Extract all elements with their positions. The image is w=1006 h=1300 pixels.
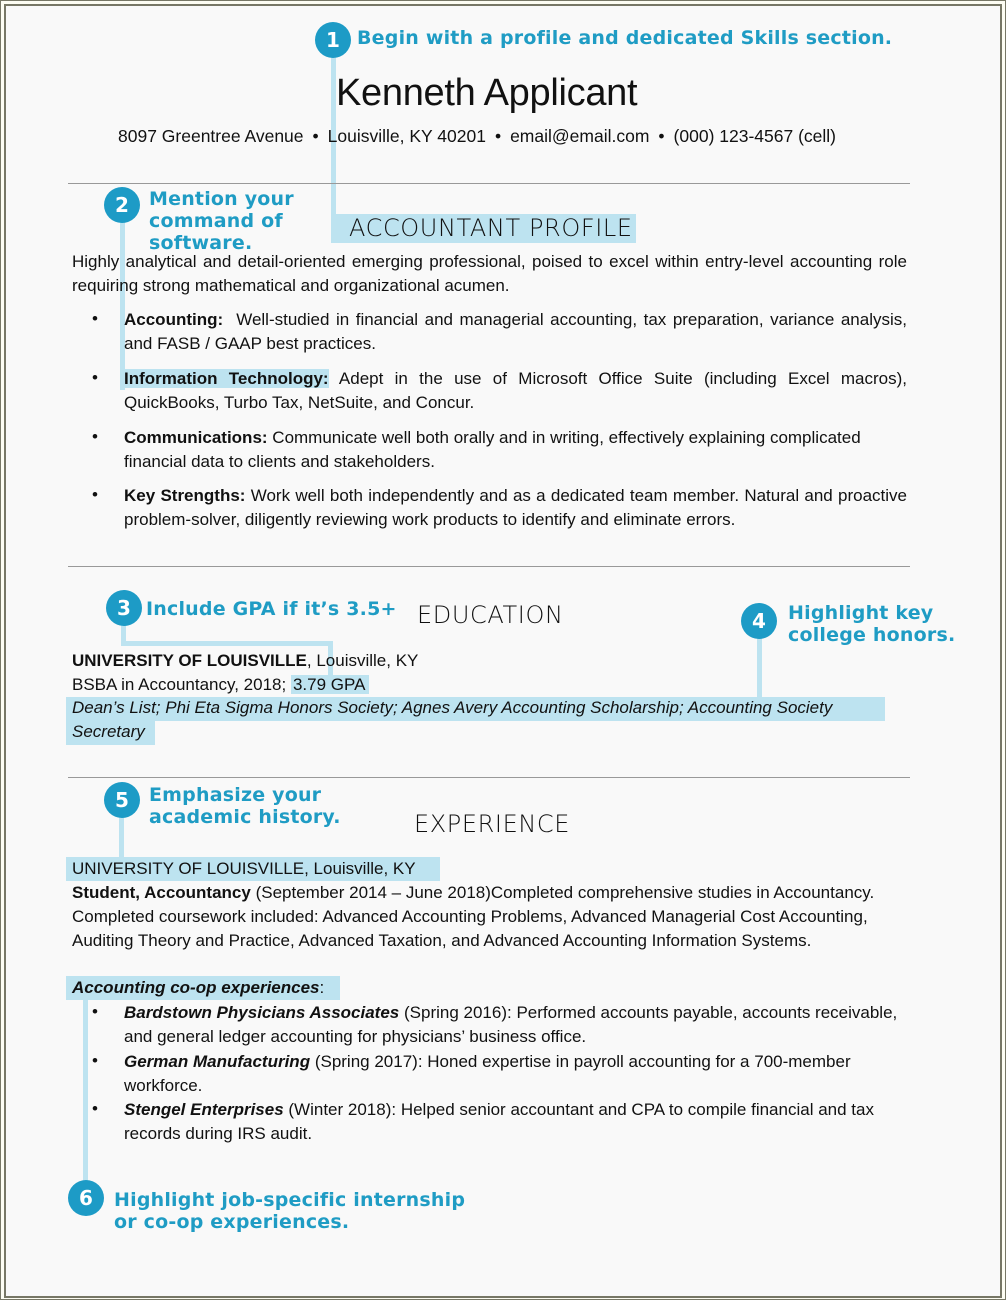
education-school-line — [72, 649, 418, 673]
divider-2 — [68, 566, 910, 567]
callout-4-line: college honors. — [788, 624, 956, 646]
callout-6-badge: 6 — [68, 1180, 104, 1216]
profile-summary: Highly analytical and detail-oriented emerging professional, poised to excel within entry-level accounting role requiring strong mathematical and organizational acumen. — [72, 252, 907, 295]
divider-1 — [68, 183, 910, 184]
callout-6-text — [114, 1189, 465, 1233]
callout-6-line: Highlight job-specific internship — [114, 1189, 466, 1211]
bullet: • — [92, 309, 98, 328]
callout-4-connector — [757, 638, 762, 698]
callout-2-connector — [120, 222, 125, 390]
callout-2-line: Mention your — [149, 188, 294, 210]
skill-item-communications — [124, 426, 907, 474]
address: 8097 Greentree Avenue — [118, 126, 304, 146]
skill-item-it — [124, 367, 907, 415]
coop-label-line — [72, 976, 324, 1000]
callout-2-line: software. — [149, 232, 253, 254]
callout-3-badge: 3 — [106, 590, 142, 626]
callout-5-connector — [119, 816, 124, 858]
honors-line-1: Dean’s List; Phi Eta Sigma Honors Society; Agnes Avery Accounting Scholarship; Accounting Society — [72, 698, 833, 717]
separator: • — [312, 126, 319, 146]
coop-company: Bardstown Physicians Associates — [124, 1003, 400, 1022]
skill-text: Adept in the use of Microsoft Office Suite (including Excel macros), QuickBooks, Turbo Tax, NetSuite, and Concur. — [124, 369, 907, 412]
callout-5-badge: 5 — [104, 782, 140, 818]
skill-text: Well-studied in financial and managerial accounting, tax preparation, variance analysis, and FASB / GAAP best practices. — [124, 310, 912, 353]
profile-section-title: ACCOUNTANT PROFILE — [349, 214, 633, 242]
callout-5-text — [149, 784, 341, 828]
bullet: • — [92, 427, 98, 446]
honors-line-2: Secretary — [72, 722, 145, 741]
role-title: Student, Accountancy — [72, 883, 251, 902]
coop-colon: : — [319, 978, 325, 997]
skill-item-key-strengths — [124, 484, 907, 532]
school-location: , Louisville, KY — [306, 651, 419, 670]
bullet: • — [92, 1099, 98, 1118]
skill-label: Communications: — [124, 428, 268, 447]
skill-text: Work well both independently and as a dedicated team member. Natural and proactive problem-solver, diligently reviewing work products to identify and eliminate errors. — [124, 486, 907, 529]
role-text: (September 2014 – June 2018)Completed comprehensive studies in Accountancy. Completed coursework included: Advanced Accounting Problems, Advanced Managerial Cost Accounting, Auditing Theory and Practice, Advanced Taxation, and Advanced Accounting Information Systems. — [72, 883, 875, 950]
skill-item-accounting — [124, 308, 912, 356]
callout-1-badge: 1 — [315, 22, 351, 58]
coop-item — [124, 1098, 904, 1146]
coop-text: (Winter 2018): Helped senior accountant and CPA to compile financial and tax records during IRS audit. — [124, 1100, 874, 1143]
callout-6-line: or co-op experiences. — [114, 1211, 350, 1233]
callout-4-badge: 4 — [741, 603, 777, 639]
degree: BSBA in Accountancy, 2018; — [72, 675, 291, 694]
role-description — [72, 881, 892, 953]
coop-text: (Spring 2017): Honed expertise in payroll accounting for a 700-member workforce. — [124, 1052, 851, 1095]
education-section-title: EDUCATION — [417, 601, 564, 629]
separator: • — [658, 126, 665, 146]
school-name: UNIVERSITY OF LOUISVILLE — [72, 651, 307, 670]
city: Louisville, KY 40201 — [327, 126, 486, 146]
callout-5-line: academic history. — [149, 806, 341, 828]
bullet: • — [92, 1051, 98, 1070]
coop-text: (Spring 2016): Performed accounts payable, accounts receivable, and general ledger accounting for physicians’ business office. — [124, 1003, 898, 1046]
divider-3 — [68, 777, 910, 778]
callout-4-line: Highlight key — [788, 602, 934, 624]
callout-4-text — [788, 602, 955, 646]
separator: • — [494, 126, 502, 146]
callout-2-badge: 2 — [104, 187, 140, 223]
bullet: • — [92, 1002, 98, 1021]
coop-company: Stengel Enterprises — [124, 1100, 284, 1119]
employer: UNIVERSITY OF LOUISVILLE, Louisville, KY — [72, 859, 416, 878]
callout-1-text: Begin with a profile and dedicated Skills section. — [357, 27, 893, 49]
email: email@email.com — [510, 126, 650, 146]
skill-label: Key Strengths: — [124, 486, 246, 505]
skill-label: Accounting: — [124, 310, 224, 329]
coop-item — [124, 1050, 904, 1098]
coop-item — [124, 1001, 904, 1049]
bullet: • — [92, 485, 98, 504]
callout-2-line: command of — [149, 210, 283, 232]
gpa-highlight: 3.79 GPA — [291, 675, 369, 694]
education-degree-line — [72, 673, 369, 697]
candidate-name: Kenneth Applicant — [336, 72, 638, 114]
coop-label: Accounting co-op experiences — [72, 978, 320, 997]
callout-3-text: Include GPA if it’s 3.5+ — [146, 598, 397, 620]
skill-text: Communicate well both orally and in writing, effectively explaining complicated financial data to clients and stakeholders. — [124, 428, 861, 471]
callout-5-line: Emphasize your — [149, 784, 322, 806]
callout-3-connector-horizontal — [121, 641, 333, 646]
bullet: • — [92, 368, 98, 387]
callout-2-text — [149, 188, 294, 254]
experience-section-title: EXPERIENCE — [414, 810, 571, 838]
coop-company: German Manufacturing — [124, 1052, 311, 1071]
phone: (000) 123-4567 (cell) — [673, 126, 836, 146]
contact-line — [118, 126, 836, 147]
skill-label-highlighted: Information Technology: — [124, 369, 329, 388]
callout-6-connector — [83, 997, 88, 1182]
